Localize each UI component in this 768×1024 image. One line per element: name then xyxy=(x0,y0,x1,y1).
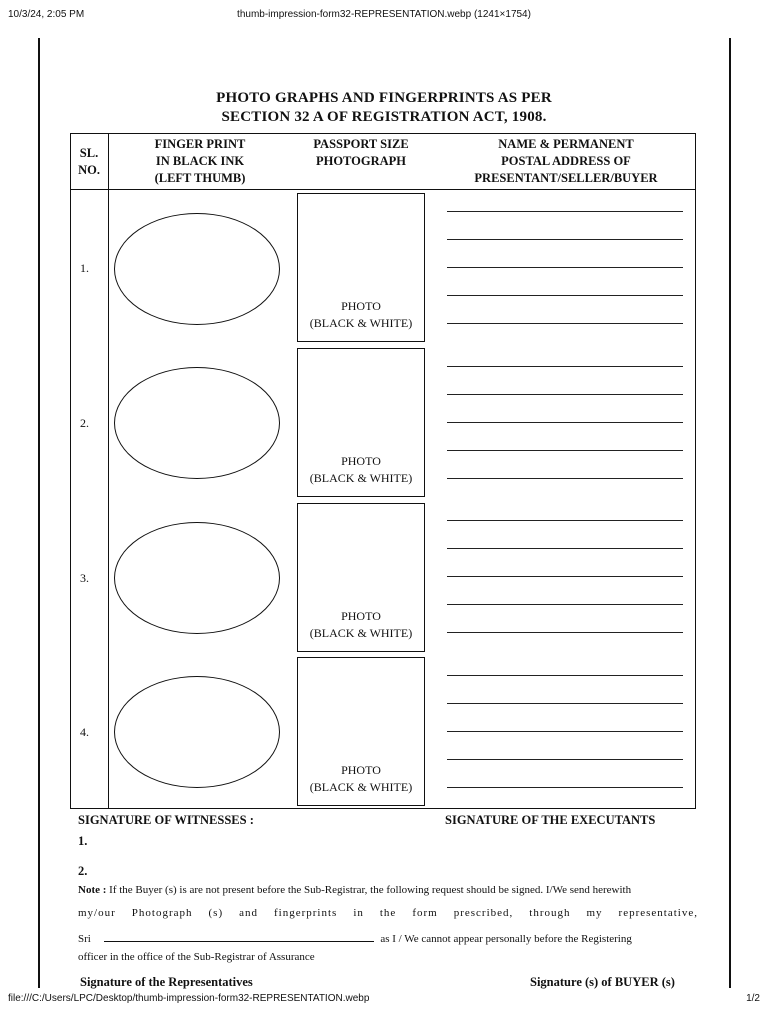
signature-executants-label: SIGNATURE OF THE EXECUTANTS xyxy=(445,813,656,827)
photo-box xyxy=(297,503,425,652)
row-number: 3. xyxy=(80,571,89,585)
address-line xyxy=(447,548,683,549)
photo-label-line2: (BLACK & WHITE) xyxy=(309,626,413,640)
note-line2: my/our Photograph (s) and fingerprints in the form prescribed, through my representative, xyxy=(78,907,698,919)
signature-witnesses-label: SIGNATURE OF WITNESSES : xyxy=(78,813,254,827)
row-number: 4. xyxy=(80,725,89,739)
address-line xyxy=(447,323,683,324)
browser-print-footer xyxy=(0,990,768,1010)
fingerprint-area xyxy=(114,367,280,479)
note-line3 xyxy=(78,930,698,945)
address-line xyxy=(447,759,683,760)
address-line xyxy=(447,787,683,788)
note-text-line1: If the Buyer (s) is are not present before the Sub-Registrar, the following request should be signed. I/We send herewith xyxy=(109,884,632,896)
fingerprint-area xyxy=(114,522,280,634)
fingerprint-area xyxy=(114,213,280,325)
fingerprint-area xyxy=(114,676,280,788)
column-header-sl-no xyxy=(70,145,108,179)
note-sri-label: Sri xyxy=(78,933,91,945)
address-line xyxy=(447,576,683,577)
column-header-photo-line2: PHOTOGRAPH xyxy=(315,154,407,168)
address-line xyxy=(447,239,683,240)
column-header-address-line2: POSTAL ADDRESS OF xyxy=(501,154,631,168)
address-line xyxy=(447,731,683,732)
note-line4: officer in the office of the Sub-Registrar of Assurance xyxy=(78,951,315,963)
witness-2-label: 2. xyxy=(78,864,88,878)
address-line xyxy=(447,295,683,296)
address-line xyxy=(447,604,683,605)
address-line xyxy=(447,632,683,633)
address-line xyxy=(447,478,683,479)
column-header-photo xyxy=(290,136,432,170)
signature-buyer-label: Signature (s) of BUYER (s) xyxy=(530,975,675,989)
photo-label-line2: (BLACK & WHITE) xyxy=(309,471,413,485)
column-header-address xyxy=(436,136,696,187)
print-page-indicator: 1/2 xyxy=(746,993,760,1004)
photo-label xyxy=(298,608,424,642)
table-divider xyxy=(108,133,109,809)
photo-label-line1: PHOTO xyxy=(341,299,381,313)
address-line xyxy=(447,422,683,423)
row-number: 1. xyxy=(80,261,89,275)
photo-label-line1: PHOTO xyxy=(341,609,381,623)
row-number: 2. xyxy=(80,416,89,430)
photo-label xyxy=(298,298,424,332)
signature-representatives-label: Signature of the Representatives xyxy=(80,975,253,989)
column-header-fingerprint-line3: (LEFT THUMB) xyxy=(154,171,246,185)
print-tab-title: thumb-impression-form32-REPRESENTATION.webp (1241×1754) xyxy=(237,9,531,20)
photo-label xyxy=(298,453,424,487)
photo-label-line2: (BLACK & WHITE) xyxy=(309,316,413,330)
left-border-line xyxy=(38,38,40,988)
note-text-line3: as I / We cannot appear personally before the Registering xyxy=(380,933,632,945)
address-line xyxy=(447,366,683,367)
photo-box xyxy=(297,657,425,806)
witness-1-label: 1. xyxy=(78,834,88,848)
column-header-sl-line2: NO. xyxy=(78,163,100,177)
form-title-line1: PHOTO GRAPHS AND FINGERPRINTS AS PER xyxy=(216,90,552,106)
column-header-address-line3: PRESENTANT/SELLER/BUYER xyxy=(474,171,658,185)
note-label: Note : xyxy=(78,884,107,896)
photo-label-line1: PHOTO xyxy=(341,454,381,468)
table-header-divider xyxy=(70,189,696,190)
photo-label-line2: (BLACK & WHITE) xyxy=(309,780,413,794)
column-header-photo-line1: PASSPORT SIZE xyxy=(313,137,409,151)
photo-label-line1: PHOTO xyxy=(341,763,381,777)
column-header-fingerprint-line2: IN BLACK INK xyxy=(155,154,245,168)
photo-label xyxy=(298,762,424,796)
photo-box xyxy=(297,348,425,497)
address-line xyxy=(447,703,683,704)
photo-box xyxy=(297,193,425,342)
column-header-fingerprint xyxy=(110,136,290,187)
note-line1 xyxy=(78,884,698,896)
address-line xyxy=(447,267,683,268)
right-border-line xyxy=(729,38,731,988)
print-datetime: 10/3/24, 2:05 PM xyxy=(8,9,85,20)
representative-name-blank xyxy=(104,930,374,942)
column-header-fingerprint-line1: FINGER PRINT xyxy=(154,137,246,151)
print-file-path: file:///C:/Users/LPC/Desktop/thumb-impression-form32-REPRESENTATION.webp xyxy=(8,993,370,1004)
address-line xyxy=(447,450,683,451)
address-line xyxy=(447,675,683,676)
address-line xyxy=(447,211,683,212)
column-header-address-line1: NAME & PERMANENT xyxy=(498,137,634,151)
address-line xyxy=(447,520,683,521)
form-title-line2: SECTION 32 A OF REGISTRATION ACT, 1908. xyxy=(221,109,547,125)
address-line xyxy=(447,394,683,395)
column-header-sl-line1: SL. xyxy=(79,146,99,160)
